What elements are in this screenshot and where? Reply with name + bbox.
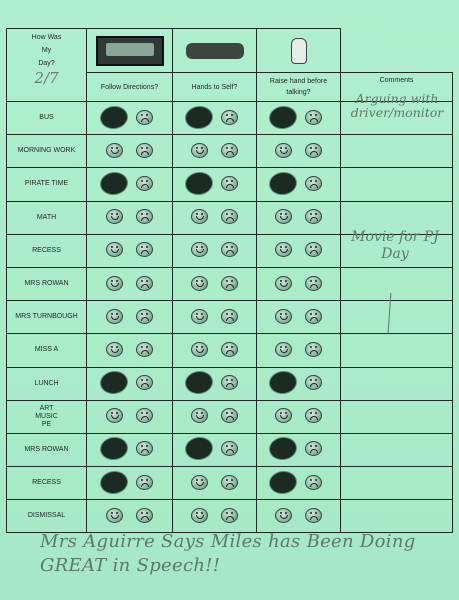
happy-face-icon[interactable] [275, 242, 292, 257]
hands-to-self-cell [173, 334, 257, 367]
handwritten-date: 2/7 [34, 69, 59, 87]
face-pair [106, 176, 153, 191]
face-pair [191, 342, 238, 357]
follow-directions-cell [87, 201, 173, 234]
column-header-hands-to-self: Hands to Self? [173, 73, 257, 102]
happy-face-icon[interactable] [191, 375, 208, 390]
row-label: MATH [7, 201, 87, 234]
face-pair [106, 276, 153, 291]
happy-face-icon[interactable] [106, 441, 123, 456]
face-pair [275, 475, 322, 490]
happy-face-icon[interactable] [106, 342, 123, 357]
follow-directions-image-cell [87, 29, 173, 73]
happy-face-icon[interactable] [275, 143, 292, 158]
comment-cell [341, 168, 453, 201]
raise-hand-cell [257, 400, 341, 433]
sad-face-icon[interactable] [305, 276, 322, 291]
raise-hand-cell [257, 102, 341, 135]
face-pair [191, 475, 238, 490]
happy-face-icon[interactable] [191, 475, 208, 490]
column-header-comments: Comments [341, 73, 453, 102]
face-pair [191, 209, 238, 224]
happy-face-icon[interactable] [191, 242, 208, 257]
hands-to-self-cell [173, 400, 257, 433]
face-pair [106, 342, 153, 357]
follow-directions-cell [87, 168, 173, 201]
follow-directions-cell [87, 334, 173, 367]
happy-face-icon[interactable] [191, 309, 208, 324]
sad-face-icon[interactable] [221, 342, 238, 357]
raise-hand-cell [257, 367, 341, 400]
handwritten-footer-note: Mrs Aguirre Says Miles has Been Doing GREAT in Speech!! [40, 531, 416, 576]
chart-row [7, 433, 453, 466]
sad-face-icon[interactable] [305, 441, 322, 456]
face-pair [106, 475, 153, 490]
sad-face-icon[interactable] [221, 176, 238, 191]
happy-face-icon[interactable] [106, 110, 123, 125]
happy-face-icon[interactable] [106, 475, 123, 490]
happy-face-icon[interactable] [191, 176, 208, 191]
column-header-raise-hand: Raise hand before talking? [257, 73, 341, 102]
row-label: MRS TURNBOUGH [7, 301, 87, 334]
follow-directions-cell [87, 301, 173, 334]
raise-hand-cell [257, 301, 341, 334]
happy-face-icon[interactable] [275, 309, 292, 324]
face-pair [275, 508, 322, 523]
sad-face-icon[interactable] [221, 475, 238, 490]
sad-face-icon[interactable] [221, 408, 238, 423]
behavior-chart-table [6, 28, 453, 533]
happy-face-icon[interactable] [191, 209, 208, 224]
face-pair [191, 309, 238, 324]
hands-to-self-cell [173, 168, 257, 201]
happy-face-icon[interactable] [191, 110, 208, 125]
title-line-1: How Was [31, 34, 62, 41]
raise-hand-cell [257, 500, 341, 533]
row-label: BUS [7, 102, 87, 135]
row-label: MRS ROWAN [7, 433, 87, 466]
hands-to-self-image-cell [173, 29, 257, 73]
chart-row [7, 102, 453, 135]
face-pair [106, 309, 153, 324]
comment-cell [341, 228, 453, 267]
face-pair [106, 375, 153, 390]
raise-hand-cell [257, 334, 341, 367]
happy-face-icon[interactable] [106, 209, 123, 224]
chart-row [7, 500, 453, 533]
face-pair [275, 408, 322, 423]
comment-cell [341, 135, 453, 168]
follow-directions-cell [87, 433, 173, 466]
raise-hand-image-cell [257, 29, 341, 73]
sad-face-icon[interactable] [136, 342, 153, 357]
row-label: PIRATE TIME [7, 168, 87, 201]
comment-cell [341, 91, 453, 135]
face-pair [191, 408, 238, 423]
happy-face-icon[interactable] [275, 475, 292, 490]
sad-face-icon[interactable] [221, 209, 238, 224]
sad-face-icon[interactable] [305, 475, 322, 490]
hands-to-self-cell [173, 301, 257, 334]
chart-title-cell [7, 29, 87, 102]
row-label: MRS ROWAN [7, 267, 87, 300]
face-pair [275, 176, 322, 191]
happy-face-icon[interactable] [275, 441, 292, 456]
face-pair [275, 375, 322, 390]
chart-row [7, 234, 453, 267]
face-pair [106, 209, 153, 224]
raise-hand-cell [257, 168, 341, 201]
row-label: DISMISSAL [7, 500, 87, 533]
chart-row [7, 367, 453, 400]
happy-face-icon[interactable] [275, 276, 292, 291]
follow-directions-cell [87, 467, 173, 500]
hands-to-self-cell [173, 102, 257, 135]
face-pair [191, 176, 238, 191]
sad-face-icon[interactable] [221, 143, 238, 158]
happy-face-icon[interactable] [275, 342, 292, 357]
hands-to-self-cell [173, 367, 257, 400]
happy-face-icon[interactable] [275, 110, 292, 125]
face-pair [191, 143, 238, 158]
face-pair [106, 508, 153, 523]
face-pair [275, 209, 322, 224]
sad-face-icon[interactable] [305, 342, 322, 357]
raise-hand-cell [257, 433, 341, 466]
sad-face-icon[interactable] [136, 309, 153, 324]
happy-face-icon[interactable] [106, 143, 123, 158]
title-line-3: Day? [38, 60, 55, 67]
face-pair [275, 309, 322, 324]
face-pair [106, 242, 153, 257]
face-pair [191, 242, 238, 257]
face-pair [106, 143, 153, 158]
sad-face-icon[interactable] [221, 508, 238, 523]
hands-to-self-cell [173, 467, 257, 500]
happy-face-icon[interactable] [191, 143, 208, 158]
happy-face-icon[interactable] [191, 441, 208, 456]
happy-face-icon[interactable] [106, 408, 123, 423]
happy-face-icon[interactable] [106, 176, 123, 191]
sad-face-icon[interactable] [136, 441, 153, 456]
face-pair [106, 408, 153, 423]
chart-row [7, 267, 453, 300]
happy-face-icon[interactable] [191, 342, 208, 357]
raise-hand-cell [257, 234, 341, 267]
follow-directions-cell [87, 102, 173, 135]
face-pair [191, 441, 238, 456]
sad-face-icon[interactable] [136, 408, 153, 423]
chart-row [7, 168, 453, 201]
raise-hand-cell [257, 135, 341, 168]
raise-hand-cell [257, 267, 341, 300]
sad-face-icon[interactable] [305, 375, 322, 390]
face-pair [275, 441, 322, 456]
comments-image-cell [341, 29, 453, 73]
happy-face-icon[interactable] [191, 508, 208, 523]
follow-directions-cell [87, 135, 173, 168]
sad-face-icon[interactable] [305, 408, 322, 423]
sad-face-icon[interactable] [136, 508, 153, 523]
face-pair [275, 276, 322, 291]
happy-face-icon[interactable] [191, 408, 208, 423]
sad-face-icon[interactable] [136, 176, 153, 191]
sad-face-icon[interactable] [136, 143, 153, 158]
sad-face-icon[interactable] [136, 242, 153, 257]
follow-directions-cell [87, 234, 173, 267]
sad-face-icon[interactable] [305, 143, 322, 158]
row-label: LUNCH [7, 367, 87, 400]
sad-face-icon[interactable] [305, 309, 322, 324]
sad-face-icon[interactable] [305, 110, 322, 125]
happy-face-icon[interactable] [275, 176, 292, 191]
happy-face-icon[interactable] [106, 508, 123, 523]
chart-row [7, 400, 453, 433]
happy-face-icon[interactable] [106, 309, 123, 324]
comment-cell [341, 467, 453, 500]
happy-face-icon[interactable] [191, 276, 208, 291]
sad-face-icon[interactable] [136, 110, 153, 125]
comment-cell [341, 433, 453, 466]
hands-to-self-cell [173, 234, 257, 267]
row-label: RECESS [7, 467, 87, 500]
hands-to-self-cell [173, 201, 257, 234]
happy-face-icon[interactable] [106, 242, 123, 257]
happy-face-icon[interactable] [275, 375, 292, 390]
hands-to-self-cell [173, 267, 257, 300]
sad-face-icon[interactable] [221, 309, 238, 324]
face-pair [106, 441, 153, 456]
face-pair [275, 242, 322, 257]
hands-to-self-cell [173, 135, 257, 168]
face-pair [191, 508, 238, 523]
comment-cell [341, 400, 453, 433]
face-pair [191, 375, 238, 390]
sad-face-icon[interactable] [305, 209, 322, 224]
sad-face-icon[interactable] [305, 508, 322, 523]
follow-directions-cell [87, 367, 173, 400]
hands-to-self-cell [173, 433, 257, 466]
sad-face-icon[interactable] [136, 375, 153, 390]
sad-face-icon[interactable] [305, 176, 322, 191]
comment-cell [341, 334, 453, 367]
follow-directions-cell [87, 500, 173, 533]
happy-face-icon[interactable] [106, 375, 123, 390]
chart-row [7, 467, 453, 500]
face-pair [275, 143, 322, 158]
sad-face-icon[interactable] [221, 276, 238, 291]
happy-face-icon[interactable] [106, 276, 123, 291]
comment-cell [341, 500, 453, 533]
handwritten-comment: Movie for PJ Day [351, 228, 439, 262]
follow-directions-cell [87, 400, 173, 433]
column-header-follow-directions: Follow Directions? [87, 73, 173, 102]
row-label: RECESS [7, 234, 87, 267]
happy-face-icon[interactable] [275, 209, 292, 224]
face-pair [275, 110, 322, 125]
face-pair [275, 342, 322, 357]
happy-face-icon[interactable] [275, 508, 292, 523]
face-pair [106, 110, 153, 125]
raised-hand-icon [291, 38, 307, 64]
row-label: MORNING WORK [7, 135, 87, 168]
chart-row [7, 301, 453, 334]
teacher-picture-icon [96, 36, 164, 66]
folded-hands-icon [186, 43, 244, 59]
raise-hand-cell [257, 201, 341, 234]
row-label: MISS A [7, 334, 87, 367]
face-pair [191, 110, 238, 125]
comment-cell [341, 301, 453, 334]
chart-row [7, 135, 453, 168]
sad-face-icon[interactable] [136, 475, 153, 490]
comment-cell [341, 267, 453, 300]
sad-face-icon[interactable] [221, 242, 238, 257]
title-line-2: My [41, 47, 52, 54]
sad-face-icon[interactable] [221, 110, 238, 125]
sad-face-icon[interactable] [221, 441, 238, 456]
sad-face-icon[interactable] [221, 375, 238, 390]
follow-directions-cell [87, 267, 173, 300]
happy-face-icon[interactable] [275, 408, 292, 423]
sad-face-icon[interactable] [136, 276, 153, 291]
raise-hand-cell [257, 467, 341, 500]
sad-face-icon[interactable] [136, 209, 153, 224]
sad-face-icon[interactable] [305, 242, 322, 257]
row-label: ART MUSIC PE [7, 400, 87, 433]
face-pair [191, 276, 238, 291]
chart-row [7, 334, 453, 367]
handwritten-comment: Arguing with driver/monitor [350, 91, 444, 120]
comment-cell [341, 367, 453, 400]
hands-to-self-cell [173, 500, 257, 533]
